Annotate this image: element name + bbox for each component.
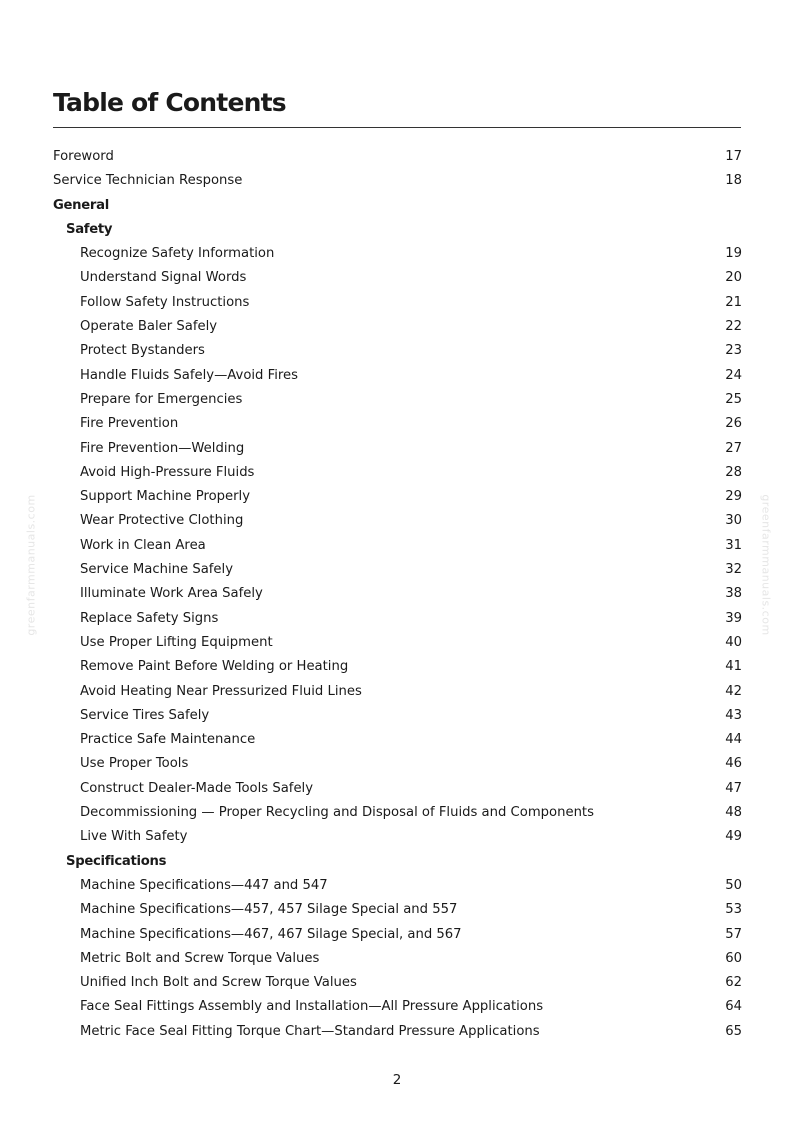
toc-entry[interactable] <box>53 607 742 631</box>
title-divider <box>53 127 741 128</box>
toc-entry-label: Work in Clean Area <box>80 537 206 553</box>
toc-entry-label: Construct Dealer-Made Tools Safely <box>80 780 314 796</box>
toc-entry[interactable] <box>53 461 742 485</box>
toc-entry-label: Foreword <box>53 149 114 164</box>
toc-entry[interactable] <box>53 971 742 995</box>
toc-entry-page: 41 <box>725 659 742 675</box>
toc-entry-label: Face Seal Fittings Assembly and Installation—All Pressure Applications <box>80 999 544 1015</box>
toc-section-heading: Specifications <box>66 853 167 869</box>
toc-entry-label: Machine Specifications—467, 467 Silage Special, and 567 <box>80 926 462 942</box>
toc-entry[interactable] <box>53 995 742 1019</box>
toc-entry-page: 39 <box>725 610 742 626</box>
toc-entry-label: Wear Protective Clothing <box>80 513 244 529</box>
toc-entry-page: 29 <box>725 489 742 505</box>
toc-entry-page: 23 <box>725 343 742 359</box>
toc-entry[interactable] <box>53 1020 742 1044</box>
toc-entry[interactable] <box>53 437 742 461</box>
toc-entry-page: 65 <box>725 1023 742 1039</box>
toc-entry-page: 62 <box>725 975 742 991</box>
toc-entry[interactable] <box>53 631 742 655</box>
toc-entry[interactable] <box>53 266 742 290</box>
toc-entry[interactable] <box>53 558 742 582</box>
toc-entry-page: 64 <box>725 999 742 1015</box>
toc-entry-label: Replace Safety Signs <box>80 610 219 626</box>
safety-entries <box>53 242 742 849</box>
toc-entry[interactable] <box>53 582 742 606</box>
toc-entry-page: 46 <box>725 756 742 772</box>
toc-entry-page: 17 <box>725 149 742 164</box>
toc-section-specifications <box>53 850 742 874</box>
toc-entry-page: 25 <box>725 391 742 407</box>
toc-entry[interactable] <box>53 947 742 971</box>
toc-entry[interactable] <box>53 752 742 776</box>
toc-entry-label: Prepare for Emergencies <box>80 391 243 407</box>
toc-section-heading: Safety <box>66 221 113 237</box>
toc-entry[interactable] <box>53 315 742 339</box>
toc-entry-label: Protect Bystanders <box>80 343 205 359</box>
toc-entry-label: Practice Safe Maintenance <box>80 732 256 748</box>
toc-entry-page: 32 <box>725 562 742 578</box>
toc-entry-label: Avoid Heating Near Pressurized Fluid Lines <box>80 683 362 699</box>
toc-entry[interactable] <box>53 509 742 533</box>
toc-entry-foreword[interactable] <box>53 145 742 169</box>
toc-entry-label: Use Proper Tools <box>80 756 189 772</box>
toc-entry-page: 49 <box>725 829 742 845</box>
toc-entry-label: Avoid High-Pressure Fluids <box>80 464 255 480</box>
toc-entry[interactable] <box>53 923 742 947</box>
toc-entry[interactable] <box>53 801 742 825</box>
toc-entry[interactable] <box>53 704 742 728</box>
toc-entry[interactable] <box>53 242 742 266</box>
toc-entry-page: 28 <box>725 464 742 480</box>
page-title: Table of Contents <box>53 88 286 117</box>
toc-entry-label: Live With Safety <box>80 829 188 845</box>
toc-entry-label: Decommissioning — Proper Recycling and Disposal of Fluids and Components <box>80 805 594 821</box>
toc-entry-label: Operate Baler Safely <box>80 319 218 335</box>
toc-entry-label: Machine Specifications—457, 457 Silage Special and 557 <box>80 902 458 918</box>
toc-entry-page: 19 <box>725 246 742 262</box>
toc-entry-page: 47 <box>725 780 742 796</box>
toc-entry-page: 42 <box>725 683 742 699</box>
toc-entry[interactable] <box>53 898 742 922</box>
toc-entry[interactable] <box>53 364 742 388</box>
toc-entry-page: 40 <box>725 634 742 650</box>
toc-section-safety <box>53 218 742 242</box>
toc-entry-page: 20 <box>725 270 742 286</box>
toc-entry-page: 44 <box>725 732 742 748</box>
toc-entry-label: Illuminate Work Area Safely <box>80 586 263 602</box>
toc-entry-label: Metric Face Seal Fitting Torque Chart—Standard Pressure Applications <box>80 1023 540 1039</box>
toc-entry[interactable] <box>53 291 742 315</box>
toc-entry-page: 50 <box>725 877 742 893</box>
toc-entry[interactable] <box>53 728 742 752</box>
toc-entry-page: 43 <box>725 707 742 723</box>
toc-entry-label: Handle Fluids Safely—Avoid Fires <box>80 367 299 383</box>
toc-entry-page: 26 <box>725 416 742 432</box>
toc-entry-page: 21 <box>725 294 742 310</box>
toc-entry-label: Service Machine Safely <box>80 562 234 578</box>
toc-entry[interactable] <box>53 680 742 704</box>
specification-entries <box>53 874 742 1044</box>
toc-section-heading: General <box>53 197 109 213</box>
toc-entry-label: Machine Specifications—447 and 547 <box>80 877 328 893</box>
toc-entry-page: 24 <box>725 367 742 383</box>
toc-entry-label: Service Tires Safely <box>80 707 210 723</box>
toc-entry-service-technician-response[interactable] <box>53 169 742 193</box>
table-of-contents <box>53 145 742 1044</box>
toc-entry[interactable] <box>53 412 742 436</box>
toc-entry-label: Use Proper Lifting Equipment <box>80 634 273 650</box>
toc-entry[interactable] <box>53 825 742 849</box>
toc-entry[interactable] <box>53 339 742 363</box>
page-number: 2 <box>392 1072 402 1088</box>
toc-entry-label: Fire Prevention <box>80 416 179 432</box>
toc-entry-label: Unified Inch Bolt and Screw Torque Values <box>80 975 357 991</box>
toc-entry-label: Remove Paint Before Welding or Heating <box>80 659 349 675</box>
toc-entry[interactable] <box>53 874 742 898</box>
toc-entry-page: 22 <box>725 319 742 335</box>
toc-entry-page: 27 <box>725 440 742 456</box>
watermark-left: greenfarmmanuals.com <box>24 494 38 636</box>
toc-entry-label: Service Technician Response <box>53 173 243 189</box>
toc-entry-page: 60 <box>725 950 742 966</box>
toc-entry-label: Understand Signal Words <box>80 270 247 286</box>
toc-entry[interactable] <box>53 777 742 801</box>
toc-entry[interactable] <box>53 388 742 412</box>
toc-entry-label: Follow Safety Instructions <box>80 294 250 310</box>
toc-entry-page: 53 <box>725 902 742 918</box>
toc-entry-label: Support Machine Properly <box>80 489 251 505</box>
toc-entry-page: 18 <box>725 173 742 189</box>
toc-entry[interactable] <box>53 485 742 509</box>
toc-section-general <box>53 194 742 218</box>
toc-entry-page: 31 <box>725 537 742 553</box>
toc-entry-label: Recognize Safety Information <box>80 246 275 262</box>
toc-entry-page: 38 <box>725 586 742 602</box>
toc-entry-page: 48 <box>725 805 742 821</box>
watermark-right: greenfarmmanuals.com <box>759 494 773 636</box>
toc-entry[interactable] <box>53 655 742 679</box>
toc-entry-label: Metric Bolt and Screw Torque Values <box>80 950 320 966</box>
toc-entry-label: Fire Prevention—Welding <box>80 440 245 456</box>
toc-entry-page: 57 <box>725 926 742 942</box>
toc-entry[interactable] <box>53 534 742 558</box>
toc-entry-page: 30 <box>725 513 742 529</box>
